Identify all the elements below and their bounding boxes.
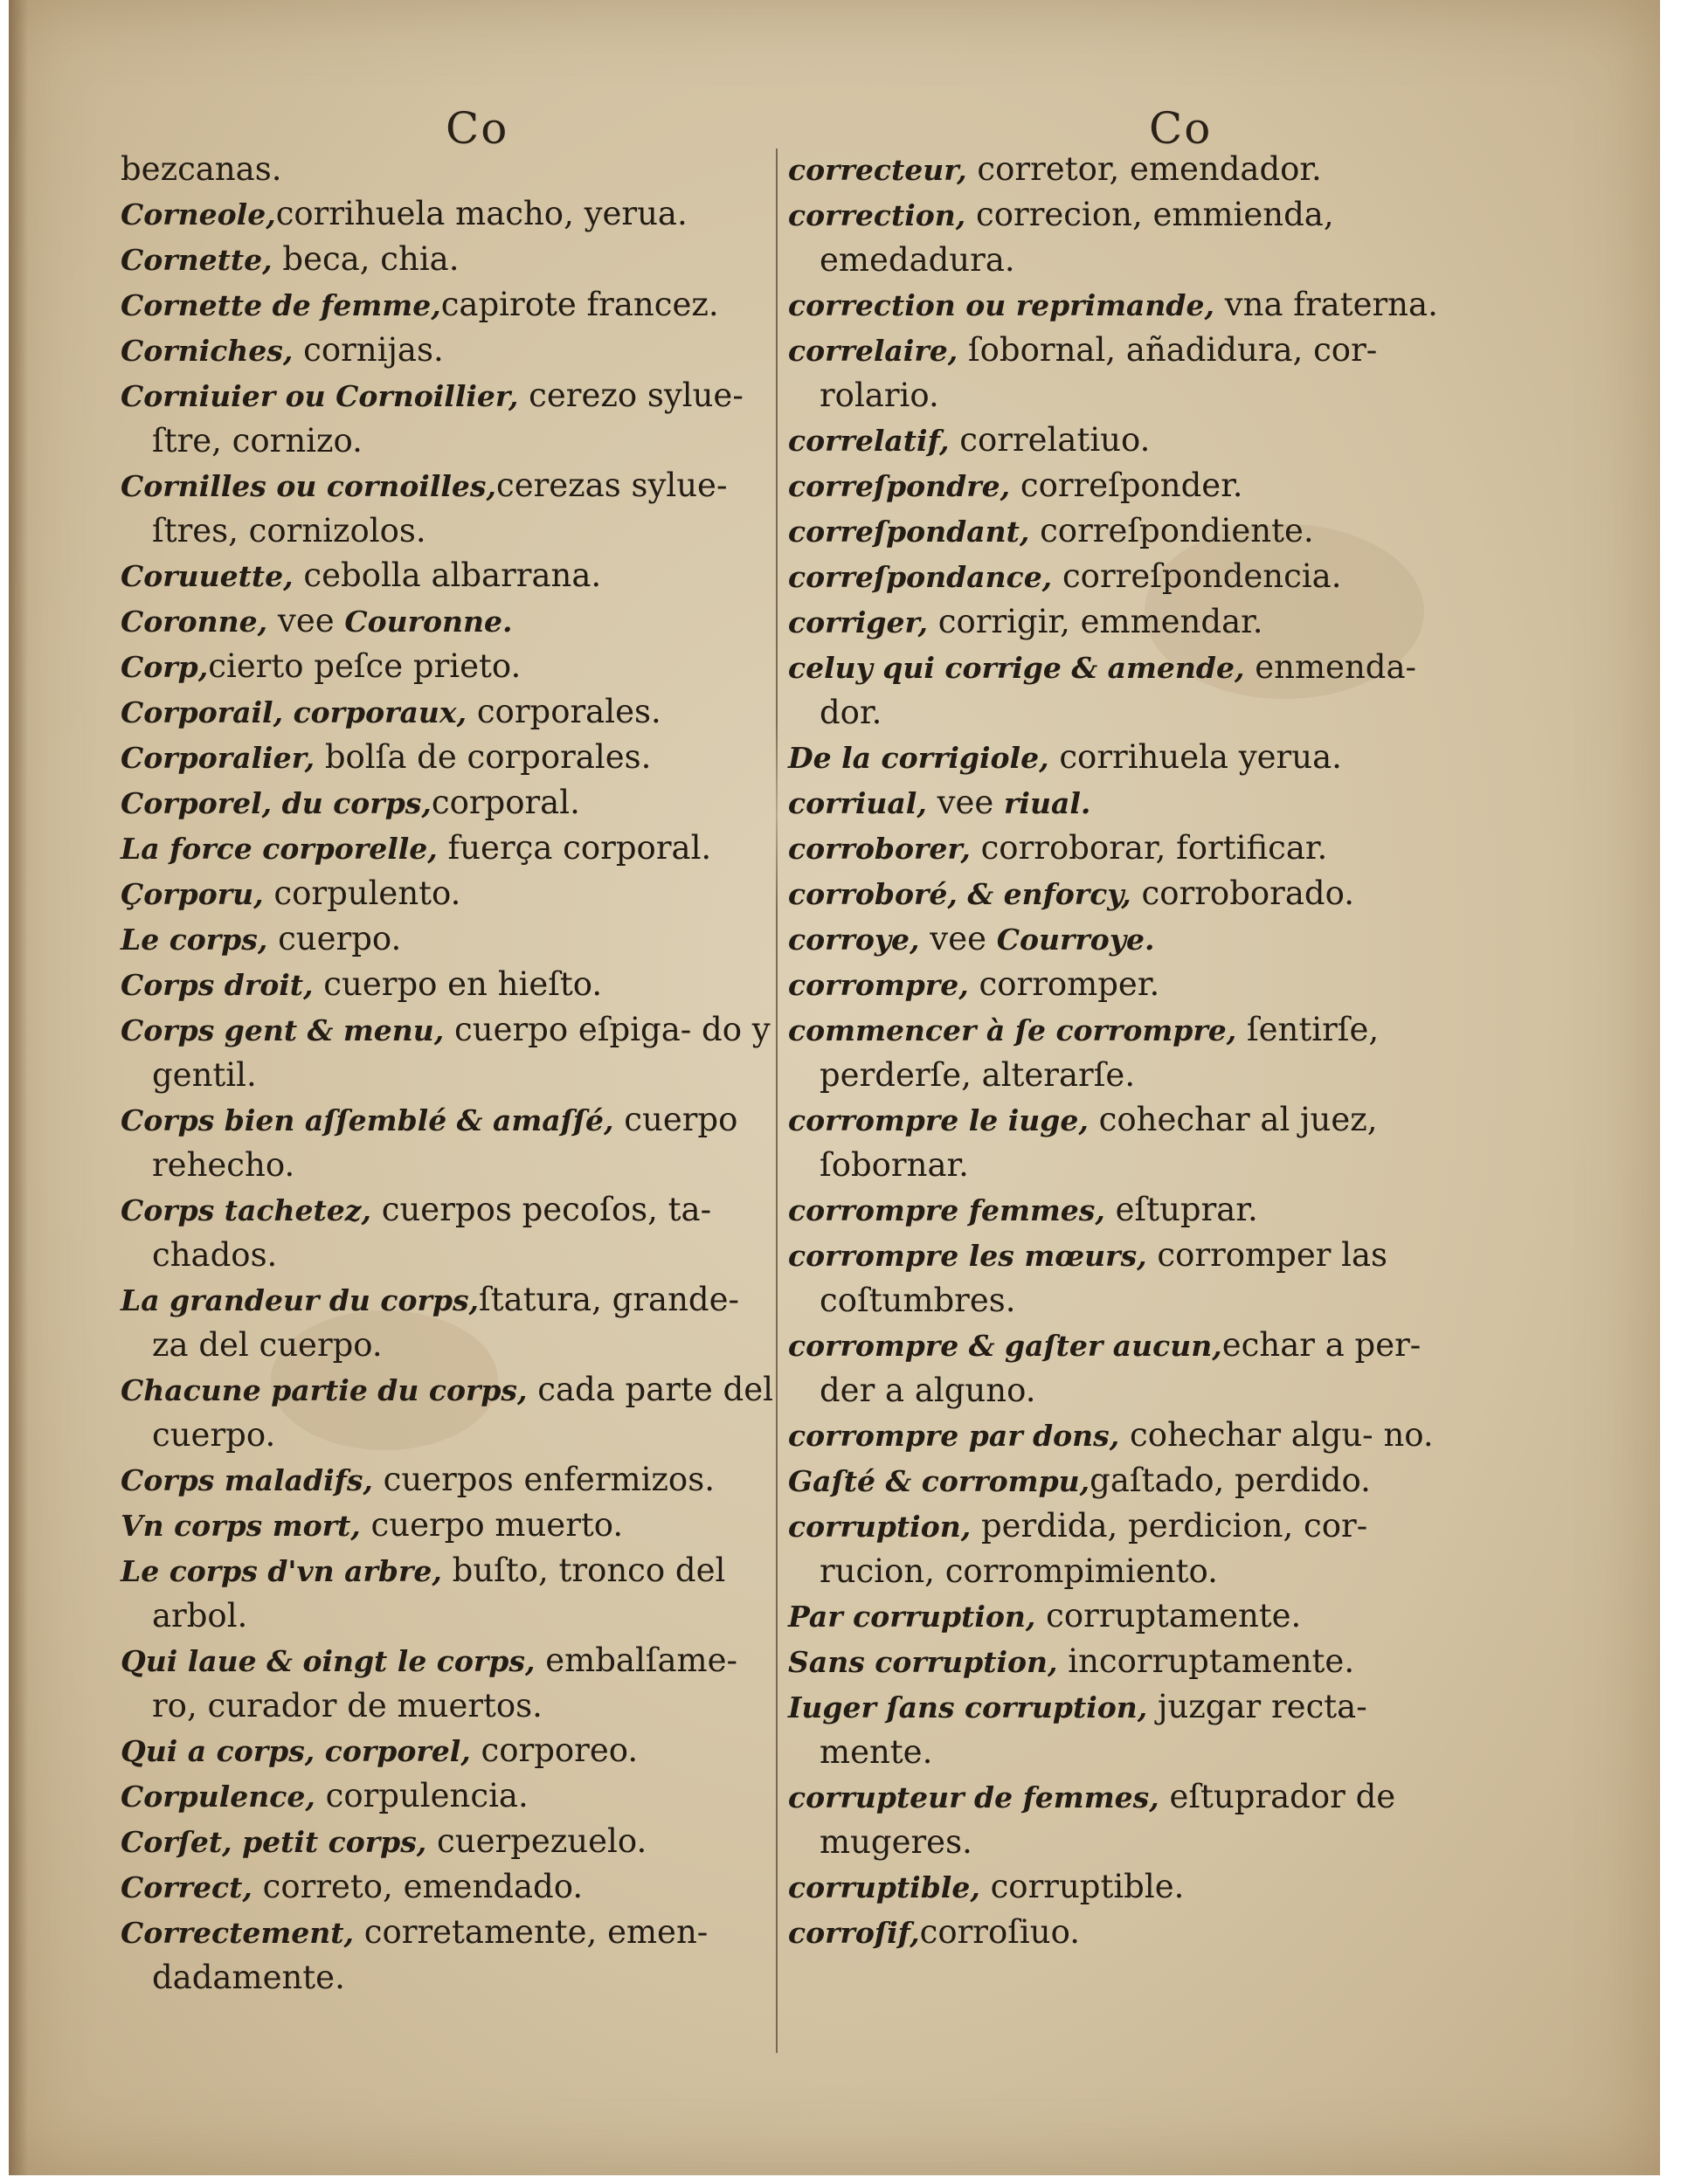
entry-headword: De la corrigiole, [788,741,1049,775]
dictionary-entry [121,1277,778,1367]
entry-headword: Cornilles ou cornoilles, [121,469,496,503]
entry-headword: Corps tachetez, [121,1193,371,1227]
dictionary-entry [121,282,778,328]
entry-headword: Le corps d'vn arbre, [121,1554,442,1588]
entry-translation: correſpondencia. [1052,557,1342,595]
entry-translation: vna fraterna. [1214,286,1438,323]
left-column-header: Co [446,103,509,154]
entry-translation: correſpondiente. [1029,512,1314,549]
right-column-header: Co [1149,103,1213,154]
entry-headword: corrompre, [788,968,969,1002]
entry-headword: corroſif, [788,1916,920,1950]
entry-headword: corrupteur de femmes, [788,1780,1159,1814]
entry-translation: cuerpos pecoſos, ta- chados. [152,1191,712,1274]
dictionary-entry [121,1819,778,1864]
entry-translation: corporeo. [470,1731,639,1769]
entry-headword: corriger, [788,605,928,639]
entry-translation: corretamente, emen- dadamente. [152,1913,709,1996]
entry-translation: cornijas. [293,331,444,369]
dictionary-entry [121,735,778,780]
page-binding-shadow [9,0,28,2175]
dictionary-entry [788,1639,1466,1684]
entry-headword: corrompre par dons, [788,1419,1120,1453]
dictionary-entry [121,1638,778,1728]
dictionary-entry [121,871,778,916]
right-column [788,147,1466,1955]
entry-translation: ſentirſe, perderſe, alterarſe. [820,1011,1380,1094]
entry-translation: cierto peſce prieto. [208,647,522,685]
entry-translation: juzgar recta- mente. [820,1688,1367,1771]
dictionary-entry [121,1910,778,2000]
entry-headword: Corps droit, [121,968,314,1002]
dictionary-entry [121,1503,778,1548]
entry-translation: cuerpo. [267,920,402,957]
entry-headword: corroboré, & enforcy, [788,877,1131,911]
entry-translation: correcion, emmienda, emedadura. [820,196,1334,279]
entry-headword: Chacune partie du corps, [121,1373,528,1407]
entry-translation: corruptamente. [1035,1597,1302,1635]
entry-headword: Corneole, [121,197,276,232]
dictionary-entry [121,780,778,826]
entry-headword: corrompre femmes, [788,1193,1105,1227]
dictionary-entry [788,1007,1466,1097]
entry-headword: Le corps, [121,923,268,957]
dictionary-entry [788,282,1466,328]
entry-headword: Cornette de femme, [121,288,441,322]
entry-headword: Vn corps mort, [121,1509,361,1543]
dictionary-entry [788,1187,1466,1233]
entry-translation: eſtuprar. [1104,1191,1258,1228]
dictionary-entry [121,328,778,373]
dictionary-entry [121,191,778,237]
entry-translation: corromper. [968,965,1160,1003]
entry-headword: Corſet, petit corps, [121,1825,427,1859]
entry-headword: correction ou reprimande, [788,288,1214,322]
entry-headword: La force corporelle, [121,832,438,866]
dictionary-entry [121,1457,778,1503]
entry-headword: correſpondre, [788,469,1011,503]
entry-translation: corromper las coſtumbres. [820,1236,1388,1319]
entry-translation: cerezas sylue- ſtres, cornizolos. [152,467,728,549]
entry-headword: corrompre les mœurs, [788,1239,1147,1273]
dictionary-entry [788,1323,1466,1413]
entry-headword: corruptible, [788,1870,980,1904]
dictionary-entry [121,1367,778,1457]
entry-headword: Corporalier, [121,741,315,775]
entry-translation: capirote francez. [440,286,719,323]
entry-translation: ſtatura, grande- za del cuerpo. [152,1281,739,1364]
entry-translation: echar a per- der a alguno. [820,1326,1422,1409]
dictionary-entry [788,645,1466,735]
dictionary-entry [121,826,778,871]
entry-translation: cerezo sylue- ſtre, cornizo. [152,377,744,460]
dictionary-entry [788,328,1466,418]
dictionary-entry [121,1007,778,1097]
entry-translation: corpulencia. [315,1777,529,1814]
dictionary-entry [121,1548,778,1638]
dictionary-entry [788,1864,1466,1910]
entry-translation: vee [919,920,997,957]
dictionary-entry [121,373,778,463]
entry-translation: corpulento. [263,874,461,912]
entry-headword: Correct, [121,1870,252,1904]
entry-translation: cuerpezuelo. [426,1822,647,1860]
dictionary-entry [788,1413,1466,1458]
entry-headword: Coruuette, [121,559,294,593]
entry-headword: corrompre & gaſter aucun, [788,1329,1222,1363]
dictionary-entry [121,1728,778,1773]
entry-headword: correcteur, [788,153,967,187]
entry-headword: Corniches, [121,334,294,368]
entry-translation: enmenda- dor. [820,648,1417,731]
dictionary-entry [121,463,778,553]
entry-headword: corroborer, [788,832,971,866]
entry-cross-reference: riual. [1004,786,1091,820]
entry-headword: Correctement, [121,1916,355,1950]
entry-translation: ſobornal, añadidura, cor- rolario. [820,331,1378,414]
entry-translation: cada parte del cuerpo. [152,1371,773,1454]
entry-cross-reference: Courroye. [996,923,1155,957]
entry-translation: corporal. [431,784,580,821]
dictionary-entry [788,554,1466,599]
dictionary-entry [788,1233,1466,1323]
entry-translation: corporales. [467,693,661,730]
entry-headword: Sans corruption, [788,1645,1058,1679]
dictionary-entry [788,599,1466,645]
entry-headword: correlatif, [788,424,950,458]
entry-cross-reference: Couronne. [344,605,513,639]
dictionary-entry [788,1774,1466,1864]
entry-translation: corruptible. [979,1868,1185,1905]
entry-headword: Corps bien aſſemblé & amaſſé, [121,1103,614,1137]
entry-headword: corrompre le iuge, [788,1103,1089,1137]
entry-translation: correlatiuo. [949,421,1151,459]
entry-translation: corrihuela yerua. [1048,738,1342,776]
entry-translation: vee [267,602,345,639]
dictionary-entry [788,1593,1466,1639]
entry-headword: Corp, [121,650,209,684]
entry-translation: buſto, tronco del arbol. [152,1552,726,1635]
entry-translation: perdida, perdicion, cor- rucion, corrompimiento. [820,1507,1368,1590]
entry-translation: cebolla albarrana. [293,556,602,594]
dictionary-entry [121,689,778,735]
dictionary-entry [788,735,1466,780]
dictionary-entry [121,916,778,962]
entry-translation: corroſiuo. [919,1913,1080,1951]
entry-translation: cuerpo eſpiga- do y gentil. [152,1011,771,1094]
entry-translation: cuerpo rehecho. [152,1101,738,1184]
entry-headword: Corpulence, [121,1780,315,1814]
entry-translation: corrihuela macho, yerua. [275,195,688,232]
entry-translation: fuerça corporal. [437,829,712,867]
entry-headword: Corporail, corporaux, [121,695,467,729]
entry-headword: Corps maladifs, [121,1463,373,1497]
entry-translation: eſtuprador de mugeres. [820,1778,1396,1861]
entry-translation: vee [926,784,1005,821]
entry-translation: bolſa de corporales. [315,738,652,776]
entry-headword: Gaſté & corrompu, [788,1464,1090,1498]
entry-translation: corroborado. [1131,874,1354,912]
dictionary-entry [788,916,1466,962]
entry-headword: correction, [788,198,966,232]
entry-headword: Cornette, [121,243,273,277]
dictionary-entry [788,147,1466,192]
entry-translation: correſponder. [1010,467,1243,504]
dictionary-entry [121,1187,778,1277]
entry-translation: cohechar al juez, ſobornar. [820,1101,1378,1184]
entry-headword: Qui a corps, corporel, [121,1734,471,1768]
dictionary-entry [788,1458,1466,1503]
dictionary-entry [121,553,778,598]
dictionary-entry [788,1910,1466,1955]
entry-translation: cuerpo muerto. [360,1506,624,1544]
entry-headword: celuy qui corrige & amende, [788,651,1245,685]
entry-translation: correto, emendado. [252,1868,584,1905]
entry-headword: Qui laue & oingt le corps, [121,1644,536,1678]
dictionary-entry [121,147,778,191]
entry-headword: commencer à ſe corrompre, [788,1013,1237,1047]
entry-translation: cuerpos enfermizos. [372,1461,715,1498]
entry-headword: corruption, [788,1510,972,1544]
entry-translation: cuerpo en hieſto. [313,965,603,1003]
entry-translation: beca, chia. [272,240,460,278]
dictionary-entry [121,598,778,644]
entry-headword: Çorporu, [121,877,264,911]
dictionary-entry [121,1864,778,1910]
dictionary-entry [121,962,778,1007]
entry-headword: correlaire, [788,334,958,368]
entry-headword: correſpondant, [788,515,1030,549]
left-column [121,147,778,2000]
entry-headword: La grandeur du corps, [121,1283,480,1317]
entry-headword: Coronne, [121,605,268,639]
entry-headword: Iuger ſans corruption, [788,1690,1148,1724]
dictionary-entry [788,192,1466,282]
dictionary-entry [788,962,1466,1007]
entry-headword: Corporel, du corps, [121,786,432,820]
dictionary-entry [788,780,1466,826]
entry-headword: Corps gent & menu, [121,1013,445,1047]
entry-translation: corroborar, fortificar. [970,829,1328,867]
dictionary-entry [121,1097,778,1187]
entry-headword: Corniuier ou Cornoillier, [121,379,519,413]
dictionary-entry [121,1773,778,1819]
entry-headword: corriual, [788,786,927,820]
book-page [9,0,1660,2175]
dictionary-entry [788,826,1466,871]
entry-translation: incorruptamente. [1057,1642,1355,1680]
entry-headword: Par corruption, [788,1600,1036,1634]
entry-headword: corroye, [788,923,920,957]
dictionary-entry [121,237,778,282]
entry-translation: cohechar algu- no. [1119,1416,1434,1454]
dictionary-entry [788,463,1466,508]
entry-translation: corrigir, emmendar. [927,603,1263,640]
dictionary-entry [788,1097,1466,1187]
dictionary-entry [788,508,1466,554]
entry-translation: embalſame- ro, curador de muertos. [152,1641,738,1724]
entry-translation: bezcanas. [121,150,282,188]
entry-headword: correſpondance, [788,560,1053,594]
dictionary-entry [788,871,1466,916]
dictionary-entry [788,418,1466,463]
dictionary-entry [788,1684,1466,1774]
entry-translation: corretor, emendador. [966,150,1322,188]
entry-translation: gaſtado, perdido. [1090,1462,1371,1499]
dictionary-entry [788,1503,1466,1593]
dictionary-entry [121,644,778,689]
